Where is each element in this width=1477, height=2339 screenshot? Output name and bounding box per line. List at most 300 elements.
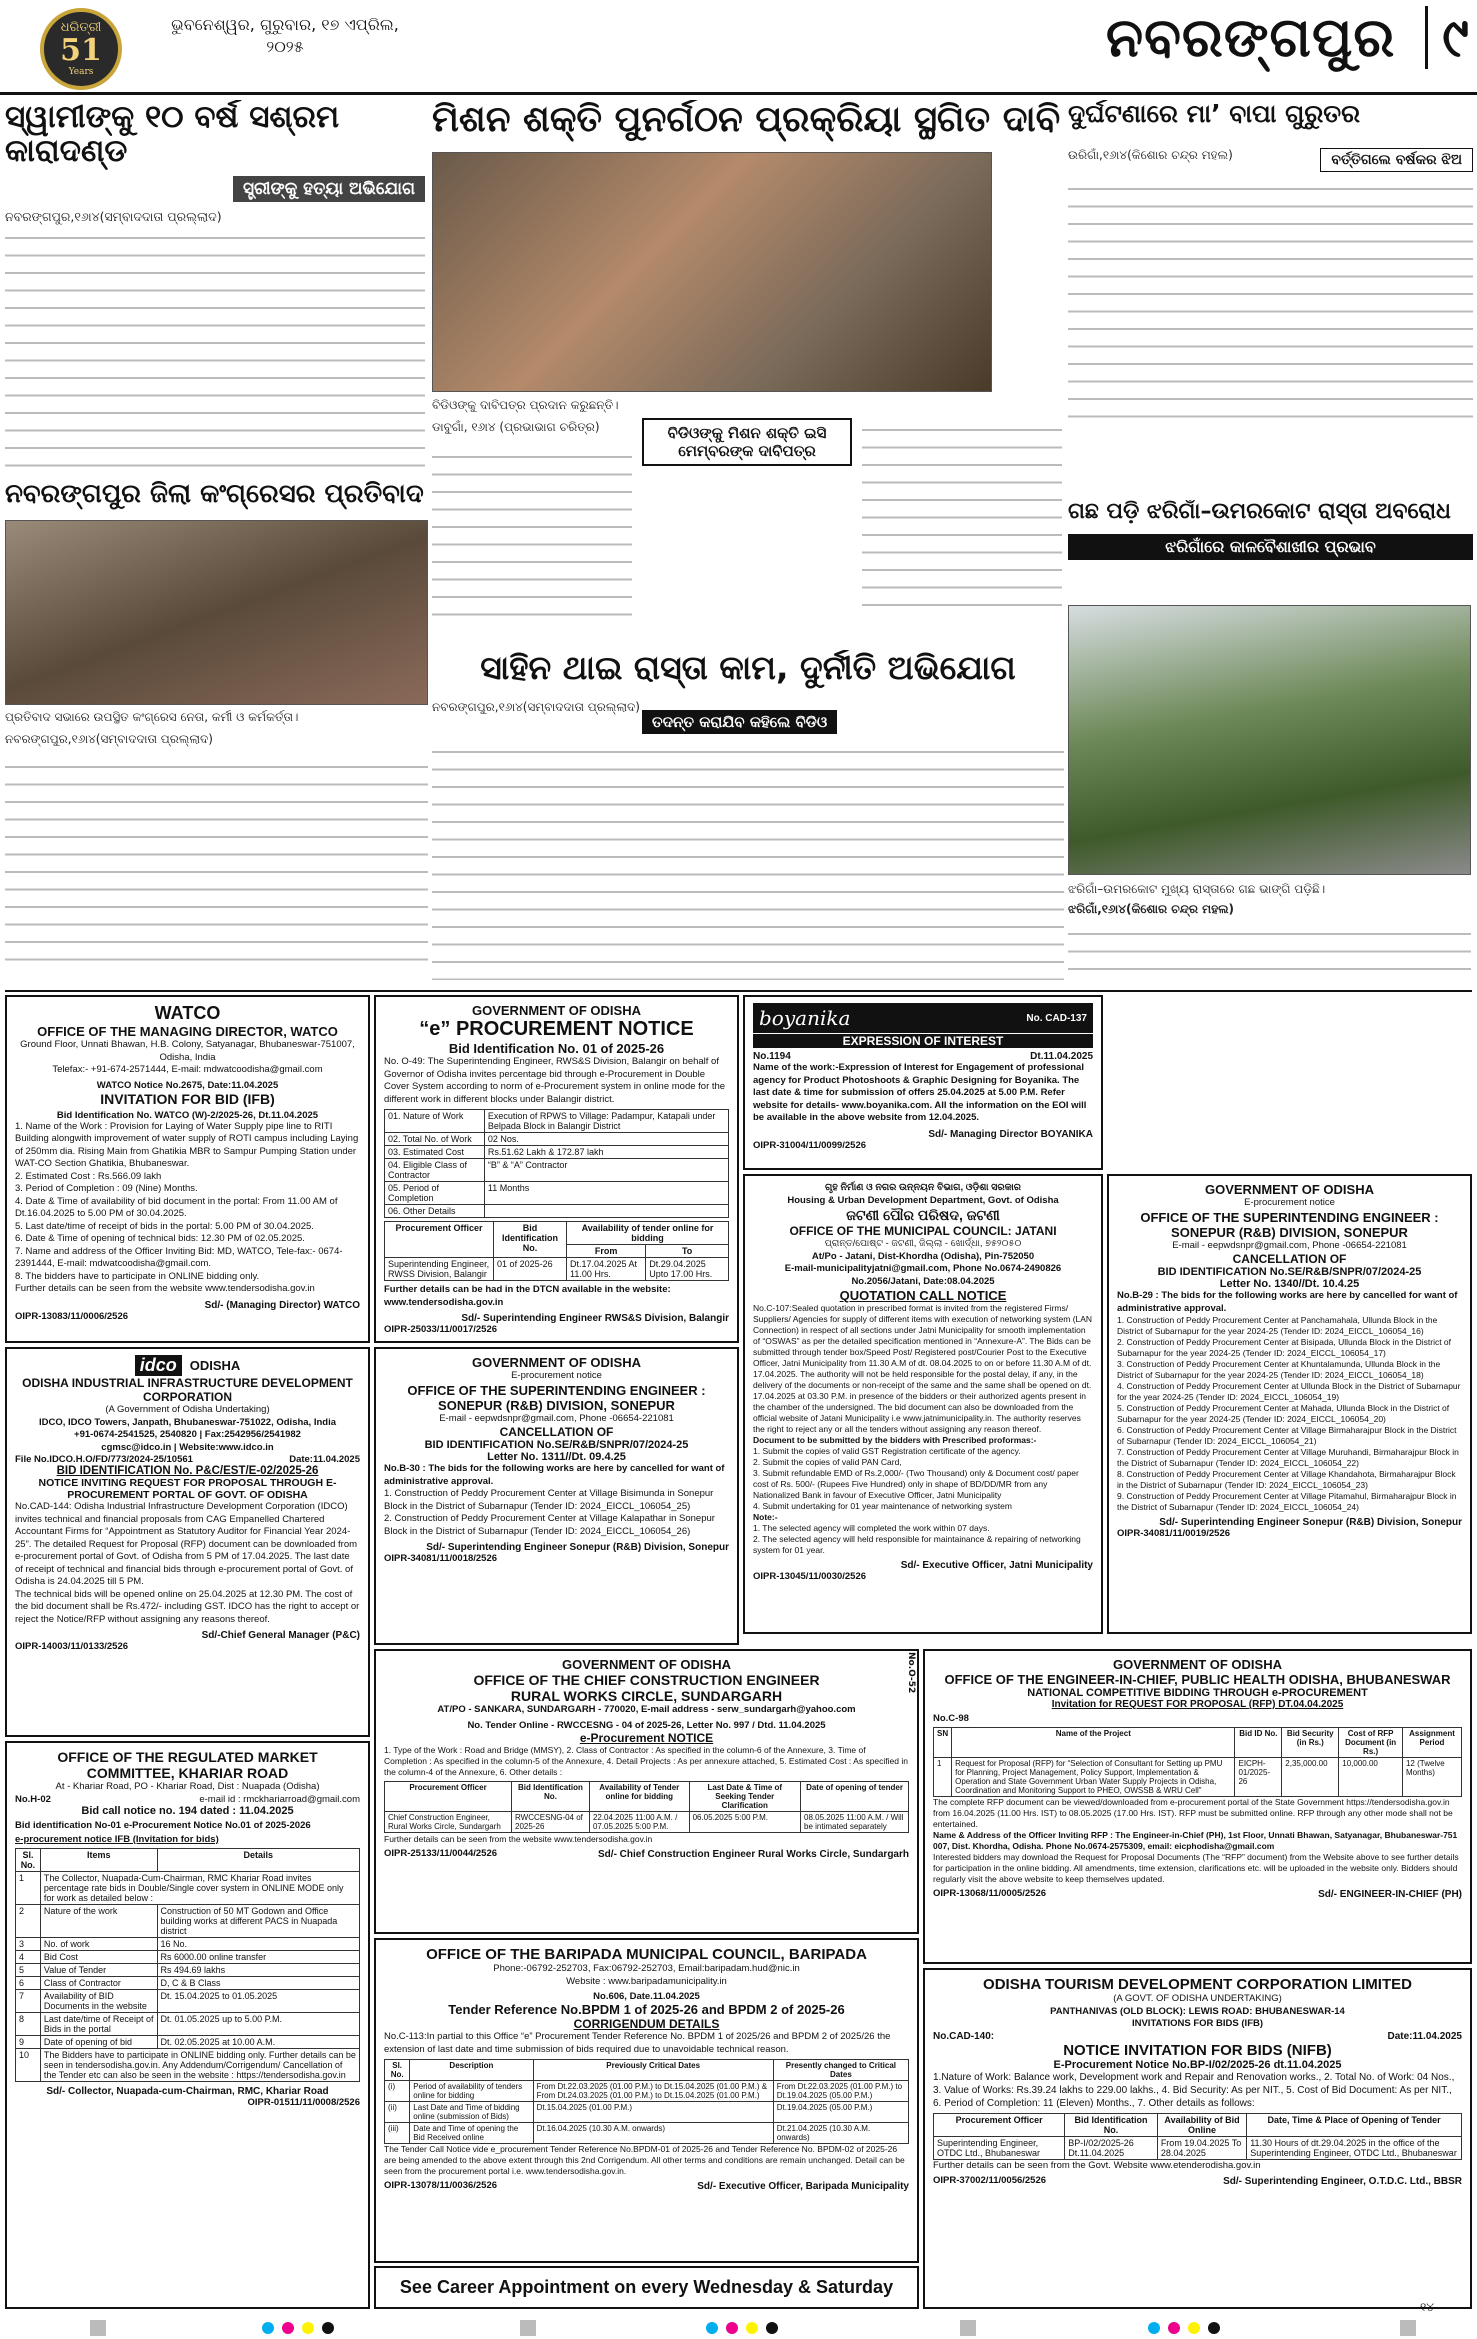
table-cell: Date and Time of opening the Bid Received online [410, 2123, 533, 2144]
table-cell: Dt.16.04.2025 (10.30 A.M. onwards) [533, 2123, 773, 2144]
ad-item: 7. Name and address of the Officer Inviting Bid: MD, WATCO, Tele-fax:- 0674-2391444, E-mail: mdwatcoodisha@gmail.com. [15, 1245, 343, 1269]
ad-address-odia: ପ୍ରାନ୍ତ/ପୋଷ୍ଟ - ଜଟଣୀ, ଜିଲ୍ଲା - ଖୋର୍ଦ୍ଧା, ୭୫୨୦୫୦ [824, 1238, 1022, 1249]
table-header-cell: Cost of RFP Document (in Rs.) [1339, 1728, 1403, 1758]
ad-org: ODISHA TOURISM DEVELOPMENT CORPORATION LIMITED [983, 1976, 1412, 1993]
story-body [432, 445, 632, 625]
table-cell: RWCCESNG-04 of 2025-26 [512, 1811, 590, 1832]
ad-signature: Sd/- (Managing Director) WATCO [204, 1299, 360, 1311]
ad-code: OIPR-01511/11/0008/2526 [247, 2096, 360, 2108]
ad-baripada [374, 1938, 919, 2263]
ad-sub: E-procurement notice [511, 1370, 602, 1381]
table-cell: Nature of the work [40, 1904, 157, 1937]
ad-ref-no: No.H-02 [15, 1793, 51, 1805]
ad-ref-no: No.CAD-140: [933, 2030, 995, 2042]
ad-bid-id: Bid Identification No. WATCO (W)-2/2025-26, Dt.11.04.2025 [56, 1109, 319, 1121]
kicker: ତଦନ୍ତ କରାଯିବ କହିଲେ ବିଡିଓ [642, 710, 837, 734]
table-cell: 06.05.2025 5:00 P.M. [689, 1811, 800, 1832]
ad-code: OIPR-34081/11/0019/2526 [1117, 1528, 1231, 1539]
ad-letter: Letter No. 1311//Dt. 09.4.25 [487, 1451, 626, 1463]
ad-code: OIPR-13068/11/0005/2526 [933, 1887, 1047, 1899]
ad-doc-item: 2. Submit the copies of valid PAN Card, [753, 1457, 902, 1467]
ad-bid-id: Bid Identification No. 01 of 2025-26 [448, 1041, 665, 1056]
byline: ଝରିଗାଁ,୧୬ା୪(କିଶୋର ଚନ୍ଦ୍ର ମହଲ) [1068, 902, 1235, 916]
ad-address: Ground Floor, Unnati Bhawan, H.B. Colony, Satyanagar, Bhubaneswar-751007, Odisha, India [20, 1039, 355, 1063]
table-cell: D, C & B Class [157, 1976, 359, 1989]
yellow-dot [746, 2322, 758, 2334]
ad-ref-no: No.606, Date.11.04.2025 [593, 1991, 700, 2002]
ad-schedule-table [384, 1781, 909, 1833]
ad-brand-2: ODISHA [189, 1358, 241, 1373]
ad-code: OIPR-25133/11/0044/2526 [384, 1847, 498, 1859]
ad-heading: EXPRESSION OF INTEREST [753, 1034, 1093, 1048]
black-dot [766, 2322, 778, 2334]
ad-code: OIPR-31004/11/0099/2526 [753, 1139, 867, 1151]
ad-bid-id: BID IDENTIFICATION No. P&C/EST/E-02/2025-26 [56, 1465, 319, 1477]
cyan-dot [262, 2322, 274, 2334]
table-cell: 6 [16, 1976, 41, 1989]
ad-body: No.CAD-144: Odisha Industrial Infrastructure Development Corporation (IDCO) invites technical and financial proposals from CAG Empanelled Chartered Accountant Firms for “Appointment as Statutory Auditor for Financial Year 2024-25”. The detailed Request for Proposal (RFP) document can be downloaded from e-procurement portal of Govt. of Odisha from 5 PM of 17.04.2025. The last date of receipt of technical and financial bids through e-procurement portal of Govt. of Odisha is 24.04.2025 till 5 PM. [15, 1501, 358, 1587]
table-cell: 01 of 2025-26 [494, 1258, 567, 1281]
ad-item: 2. Construction of Peddy Procurement Center at Village Kalapathar in Sonepur Block in the District of Subarnapur (Tender ID: 2024_EICCL_106054_26) [384, 1513, 715, 1537]
ad-date: Date:11.04.2025 [289, 1454, 360, 1465]
ad-ref-no: No. Tender Online - RWCCESNG - 04 of 2025-26, Letter No. 997 / Dtd. 11.04.2025 [467, 1719, 826, 1731]
table-cell: 02 Nos. [484, 1133, 728, 1146]
table-cell: 10,000.00 [1339, 1758, 1403, 1797]
ad-item: Further details can be seen from the website www.tendersodisha.gov.in [15, 1283, 315, 1294]
story-tree-fall [1068, 500, 1473, 985]
kicker: ଝରିଗାଁରେ କାଳବୈଶାଖୀର ପ୍ରଭାବ [1068, 534, 1473, 560]
table-header-cell: Bid Identification No. [494, 1222, 567, 1258]
registration-mark [90, 2320, 106, 2336]
table-header-cell: To [646, 1245, 729, 1258]
ad-doc-item: 3. Submit refundable EMD of Rs.2,000/- (Two Thousand) only & Document cost/ paper cost of Rs. 500/- (Rupees Five Hundred) only in shape of BD/DD/MR from any Nationalized Bank in favour of Executive Officer, Jatni Municipality [753, 1468, 1079, 1500]
page-header [0, 0, 1477, 95]
ad-signature: Sd/- Executive Officer, Baripada Municipality [697, 2181, 909, 2192]
table-header-cell: Sl. No. [16, 1848, 41, 1871]
table-cell: Rs.51.62 Lakh & 172.87 lakh [484, 1146, 728, 1159]
ad-code: OIPR-13083/11/0006/2526 [15, 1310, 129, 1322]
table-cell: Value of Tender [40, 1963, 157, 1976]
ad-org: OFFICE OF THE MANAGING DIRECTOR, WATCO [37, 1024, 338, 1039]
ad-code: OIPR-37002/11/0056/2526 [933, 2174, 1047, 2186]
photo-caption: ପ୍ରତିବାଦ ସଭାରେ ଉପସ୍ଥିତ କଂଗ୍ରେସ ନେତା, କର୍ମୀ ଓ କର୍ମକର୍ତ୍ତା। [5, 710, 299, 724]
table-cell: 06. Other Details [385, 1205, 485, 1218]
table-cell: Dt.29.04.2025 Upto 17.00 Hrs. [646, 1258, 729, 1281]
table-cell: (i) [385, 2081, 410, 2102]
table-cell: 5 [16, 1963, 41, 1976]
ad-heading: “e” PROCUREMENT NOTICE [419, 1018, 694, 1040]
ad-gov: GOVERNMENT OF ODISHA [1204, 1182, 1374, 1197]
ad-gov: GOVERNMENT OF ODISHA [561, 1657, 731, 1672]
ad-idco [5, 1347, 370, 1737]
table-header-cell: Procurement Officer [385, 1222, 494, 1258]
ad-signature: Sd/- Managing Director BOYANIKA [928, 1128, 1093, 1140]
table-cell: 12 (Twelve Months) [1402, 1758, 1461, 1797]
ad-email: cgmsc@idco.in | Website:www.idco.in [101, 1441, 274, 1453]
table-cell: Chief Construction Engineer, Rural Works Circle, Sundargarh [385, 1811, 512, 1832]
ad-bid-call: Bid call notice no. 194 dated : 11.04.2025 [81, 1804, 294, 1817]
table-cell: 05. Period of Completion [385, 1182, 485, 1205]
story-body-2 [862, 418, 1062, 618]
ad-bid-id: BID IDENTIFICATION No.SE/R&B/SNPR/07/2024-25 [424, 1439, 689, 1451]
table-cell: The Bidders have to participate in ONLINE bidding only. Further details can be seen in tendersodisha.gov.in. Any Addendum/Corrigendum/ Cancellation of the Tender etc can also be seen in the website : https://tendersodisha.gov.in [40, 2048, 359, 2081]
ad-signature: Sd/- ENGINEER-IN-CHIEF (PH) [1318, 1889, 1462, 1900]
ad-signature: Sd/- Chief Construction Engineer Rural Works Circle, Sundargarh [598, 1849, 909, 1860]
yellow-dot [1188, 2322, 1200, 2334]
table-header-cell: Last Date & Time of Seeking Tender Clarification [689, 1781, 800, 1811]
ad-body: The complete RFP document can be viewed/downloaded from e-procurement portal of the State Government https://tendersodisha.gov.in from 16.04.2025 (11.00 Hrs. IST) to 08.05.2025 (17.00 Hrs. IST). RFP must be submitted online. RFP through any other mode shall not be entertained. [933, 1797, 1453, 1829]
ad-rmc-khariar [5, 1741, 370, 2309]
ad-item: 6. Construction of Peddy Procurement Center at Village Birmaharajpur Block in the District of Subarnapur (Tender ID: 2024_EICCL_106054_21) [1117, 1425, 1457, 1446]
table-cell: Request for Proposal (RFP) for “Selection of Consultant for Setting up PMU for Planning, Project Management, Policy Support, Implementation & Operation and State Government Urban Water Supply Projects in Odisha, Coordination and Monitoring Support to PHEO, OWSSB & WRU Cell” [952, 1758, 1235, 1797]
story-body [432, 740, 1064, 980]
ad-item: 1. Construction of Peddy Procurement Center at Panchamahala, Ullunda Block in the District of Subarnapur for the year 2024-25 (Tender ID: 2024_EICCL_106054_16) [1117, 1315, 1438, 1336]
ad-boyanika [743, 995, 1103, 1170]
table-header-cell: SN [934, 1728, 952, 1758]
ad-title: WATCO [154, 1003, 221, 1023]
table-cell: 1 [16, 1871, 41, 1904]
table-header-cell: Description [410, 2060, 533, 2081]
ad-ref-no: No.1194 [753, 1051, 791, 1062]
ad-item: 6. Date & Time of opening of technical bids: 12.30 PM of 02.05.2025. [15, 1233, 305, 1244]
magenta-dot [1168, 2322, 1180, 2334]
table-cell: 4 [16, 1950, 41, 1963]
ad-ref-no: No.C-98 [933, 1713, 969, 1724]
ad-banner [753, 1003, 1093, 1033]
ad-address: PANTHANIVAS (OLD BLOCK): LEWIS ROAD: BHUBANESWAR-14 [1050, 2005, 1345, 2017]
ad-contact: E-mail - eepwdsnpr@gmail.com, Phone -06654-221081 [1172, 1239, 1407, 1251]
story-body [5, 226, 425, 480]
page-code: ୧୪ [1420, 2300, 1434, 2314]
ad-item: 2. Estimated Cost : Rs.566.09 lakh [15, 1170, 162, 1182]
headline: ମିଶନ ଶକ୍ତି ପୁନର୍ଗଠନ ପ୍ରକ୍ରିୟା ସ୍ଥଗିତ ଦାବି [432, 100, 1061, 140]
ad-signature: Sd/- Superintending Engineer RWS&S Division, Balangir [461, 1313, 729, 1324]
ad-item: 8. Construction of Peddy Procurement Center at Village Khandahota, Birmaharajpur Block in the District of Subarnapur (Tender ID: 2024_EICCL_106054_23) [1117, 1469, 1456, 1490]
ad-sub: (A GOVT. OF ODISHA UNDERTAKING) [1113, 1993, 1282, 2004]
ad-note-heading: Note:- [753, 1512, 778, 1522]
table-header-cell: Procurement Officer [934, 2113, 1065, 2136]
ad-dept: Housing & Urban Development Department, Govt. of Odisha [787, 1194, 1059, 1206]
table-cell: 03. Estimated Cost [385, 1146, 485, 1159]
registration-mark [960, 2320, 976, 2336]
ad-body: 1.Nature of Work: Balance work, Development work and Repair and Renovation works., 2. Total No. of Work: 04 Nos., 3. Value of Works: Rs.39.24 lakhs to 229.00 lakhs., 4. Bid Security: As per NIT., 5. Cost of Bid Document: As per NIT., 6. Period of Completion: 11 (Eleven) Months., 7. Other details as follows: [933, 2071, 1455, 2109]
ad-heading: INVITATION FOR BID (IFB) [100, 1090, 275, 1107]
table-cell: Period of availability of tenders online for bidding [410, 2081, 533, 2102]
table-cell: Dt. 15.04.2025 to 01.05.2025 [157, 1989, 359, 2012]
ad-org: OFFICE OF THE BARIPADA MUNICIPAL COUNCIL, BARIPADA [426, 1946, 867, 1963]
table-cell: Dt.21.04.2025 (10.30 A.M. onwards) [773, 2123, 908, 2144]
table-cell: 9 [16, 2035, 41, 2048]
ad-org: OFFICE OF THE REGULATED MARKET COMMITTEE, KHARIAR ROAD [57, 1749, 318, 1781]
ad-contact: E-mail-municipalityjatni@gmail.com, Phone No.0674-2490826 [784, 1263, 1062, 1274]
yellow-dot [302, 2322, 314, 2334]
ad-item: 1. Construction of Peddy Procurement Center at Village Bisimunda in Sonepur Block in the District of Subarnapur (Tender ID: 2024_EICCL_106054_25) [384, 1488, 714, 1512]
story-accident [1068, 100, 1473, 470]
ad-heading: e-Procurement NOTICE [579, 1730, 714, 1745]
table-cell: No. of work [40, 1937, 157, 1950]
ad-address: AT/PO - SANKARA, SUNDARGARH - 770020, E-mail address - serw_sundargarh@yahoo.com [437, 1704, 856, 1715]
table-cell: 08.05.2025 11:00 A.M. / Will be intimated separately [801, 1811, 909, 1832]
ad-file-no: File No.IDCO.H.O/FD/773/2024-25/10561 [15, 1454, 193, 1465]
ad-heading: Tender Reference No.BPDM 1 of 2025-26 and BPDM 2 of 2025-26 [448, 2002, 845, 2017]
ad-side-tag: No.O-52 [906, 1652, 916, 1694]
byline: ଉରିଗାଁ,୧୬ା୪(କିଶୋର ଚନ୍ଦ୍ର ମହଲ) [1068, 147, 1233, 162]
ad-note: 1. The selected agency will completed the work within 07 days. [753, 1523, 990, 1533]
headline: ନବରଙ୍ଗପୁର ଜିଲା କଂଗ୍ରେସର ପ୍ରତିବାଦ [5, 480, 424, 509]
table-header-cell: Date of opening of tender [801, 1781, 909, 1811]
ad-contact: +91-0674-2541525, 2540820 | Fax:2542956/2541982 [74, 1429, 301, 1440]
table-cell: Last Date and Time of bidding online (submission of Bids) [410, 2102, 533, 2123]
table-cell: Execution of RPWS to Village: Padampur, Katapali under Belpada Block in Balangir District [484, 1110, 728, 1133]
table-header-cell: Availability of tender online for bidding [566, 1222, 728, 1245]
ad-intro: No.B-30 : The bids for the following works are here by cancelled for want of administrative approval. [384, 1463, 725, 1487]
ad-body: Name of the work:-Expression of Interest for Engagement of professional agency for Product Photoshoots & Graphic Designing for Boyanika. The last date & time for submission of offers 25.04.2025 at 5.00 P.M. Refer website for details- www.boyanika.com. All the information on the EOI will be available in the above website from 12.04.2025. [753, 1062, 1087, 1123]
ad-letter: Letter No. 1340//Dt. 10.4.25 [1219, 1278, 1360, 1290]
story-body [5, 755, 428, 975]
ad-project-table [933, 1727, 1462, 1797]
table-header-cell: Assignment Period [1402, 1728, 1461, 1758]
news-photo [432, 152, 992, 392]
black-dot [1208, 2322, 1220, 2334]
kicker: ବର୍ତ୍ତିଗଲେ ବର୍ଷକର ଝିଅ [1320, 148, 1473, 172]
ad-heading: e-procurement notice IFB (Invitation for bids) [15, 1833, 219, 1845]
table-cell: Availability of BID Documents in the website [40, 1989, 157, 2012]
table-cell: 2,35,000.00 [1282, 1758, 1339, 1797]
table-cell: Date of opening of bid [40, 2035, 157, 2048]
ad-item: 5. Construction of Peddy Procurement Center at Mahada, Ullunda Block in the District of Subarnapur for the year 2024-25 (Tender ID: 2024_EICCL_106054_20) [1117, 1403, 1450, 1424]
ad-details-table [384, 1109, 729, 1218]
table-cell: 8 [16, 2012, 41, 2035]
dateline: ଭୁବନେଶ୍ୱର, ଗୁରୁବାର, ୧୭ ଏପ୍ରିଲ, ୨୦୨୫ [171, 15, 399, 56]
ad-org: OFFICE OF THE SUPERINTENDING ENGINEER : SONEPUR (R&B) DIVISION, SONEPUR [1140, 1209, 1439, 1240]
ad-schedule-table [933, 2113, 1462, 2160]
logo-label: ଧରିତ୍ରୀ [60, 20, 102, 35]
story-congress-protest [5, 480, 430, 985]
ad-body: No.C-113:In partial to this Office “e” Procurement Tender Reference No. BPDM 1 of 2025/26 and BPDM 2 of 2025/26 the extension of last date and time submission of bids required due to unavoidable technical reason. [384, 2031, 891, 2055]
table-header-cell: Bid ID No. [1235, 1728, 1282, 1758]
ad-code: OIPR-13045/11/0030/2526 [753, 1571, 867, 1582]
ad-tag: No. CAD-137 [1026, 1012, 1087, 1024]
ad-footer: Further details can be had in the DTCN available in the website: www.tendersodisha.gov.in [384, 1284, 671, 1308]
table-cell: “B” & “A” Contractor [484, 1159, 728, 1182]
table-cell: Rs 494.69 lakhs [157, 1963, 359, 1976]
ad-contact: Phone:-06792-252703, Fax:06792-252703, Email:baripadam.hud@nic.in [493, 1963, 800, 1974]
ad-address: Name & Address of the Officer Inviting RFP : The Engineer-in-Chief (PH), 1st Floor, Unnati Bhawan, Satyanagar, Bhubaneswar-751 007, Dist. Khordha, Odisha. Phone No.0674-2575309, email: eicphodisha@gmail.com [933, 1830, 1458, 1851]
ad-signature: Sd/-Chief General Manager (P&C) [201, 1630, 360, 1641]
table-cell: 3 [16, 1937, 41, 1950]
table-cell: Bid Cost [40, 1950, 157, 1963]
table-header-cell: Bid Identification No. [512, 1781, 590, 1811]
ad-address: IDCO, IDCO Towers, Janpath, Bhubaneswar-751022, Odisha, India [38, 1416, 337, 1428]
ad-item: 4. Date & Time of availability of bid document in the portal: From 11.00 AM of Dt.16.04.2025 to 5.00 PM of 30.04.2025. [15, 1195, 338, 1219]
ad-code: OIPR-34081/11/0018/2526 [384, 1553, 498, 1564]
ad-body-2: The technical bids will be opened online on 25.04.2025 at 12.30 PM. The cost of the bid document shall be Rs.472/- including GST. IDCO has the right to accept or reject the Notice/RFP without assigning any reasons thereof. [15, 1588, 360, 1625]
ad-body: No.C-107:Sealed quotation in prescribed format is invited from the registered Firms/ Suppliers/ Agencies for supply of different items with execution of networking system (LAN Connection) in respect of all sections under Jatni Municipality for smooth implementation of “OSWAS” as per the detailed specification mentioned in “Annexure-A”. The Bids can be submitted through tender box/Speed Post/ Registered post/Courier Post to the Executive Officer, Jatni Municipality from 11.30 A.M of dt. 08.04.2025 to on or before 11.30 A.M of dt. 17.04.2025. The authority will not be held responsible for the postal delay, if any, in the delivery of the documents or non-receipt of the same and the same shall be opened on dt. 17.04.2025 at 03.30 P.M. in presence of the bidders or their authorized agents present in the chamber of the undersigned. The bid document can also be downloaded from the official website of Jatani Municipality i.e www.jatnimunicipality.in. The authority reserves the right to reject any or all the tenders without assigning any reason thereof. [753, 1303, 1093, 1434]
ad-sonepur-cancellation-1 [1107, 1174, 1472, 1634]
table-cell: Last date/time of Receipt of Bids in the portal [40, 2012, 157, 2035]
ad-balangir [374, 995, 739, 1343]
ad-date: Date:11.04.2025 [1387, 2030, 1462, 2042]
table-header-cell: Bid Identification No. [1065, 2113, 1158, 2136]
ad-inv: INVITATIONS FOR BIDS (IFB) [1131, 2018, 1264, 2029]
table-cell: Dt.15.04.2025 (01.00 P.M.) [533, 2102, 773, 2123]
story-mission-shakti [432, 100, 1064, 640]
table-header-cell: From [566, 1245, 645, 1258]
byline: ନବରଙ୍ଗପୁର,୧୬ା୪(ସମ୍ବାଦଦାତା ପ୍ରଲ୍ଲାଦ) [5, 732, 213, 746]
ad-org-2: RURAL WORKS CIRCLE, SUNDARGARH [510, 1688, 783, 1704]
ad-bid-id: BID IDENTIFICATION No.SE/R&B/SNPR/07/2024-25 [1157, 1266, 1422, 1278]
table-cell: 10 [16, 2048, 41, 2081]
masthead [1080, 6, 1470, 70]
kicker: ବିଡିଓଙ୍କୁ ମିଶନ ଶକ୍ତି ଇସି ମେମ୍ବରଙ୍କ ଦାବିପତ୍ର [642, 418, 852, 466]
story-body [1068, 177, 1473, 427]
ad-item: 1. Name of the Work : Provision for Laying of Water Supply pipe line to RITI Building alongwith improvement of water supply of ROTI campus including Laying of 250mm dia. Rising Main from Ghatikia MBR to Sampur Pumping Station under WAT-CO Section Ghatikia, Bhubaneswar. [15, 1120, 359, 1169]
ad-heading: NATIONAL COMPETITIVE BIDDING THROUGH e-PROCUREMENT [1027, 1687, 1368, 1699]
story-road-corruption [432, 650, 1064, 990]
ad-dept-odia: ଗୃହ ନିର୍ମାଣ ଓ ନଗର ଉନ୍ନୟନ ବିଭାଗ, ଓଡ଼ିଶା ସରକାର [825, 1182, 1021, 1193]
masthead-title: ନବରଙ୍ଗପୁର [1105, 6, 1396, 69]
ad-docs-heading: Document to be submitted by the bidders with Prescribed proformas:- [753, 1435, 1037, 1445]
ad-item: 8. The bidders have to participate in ONLINE bidding only. [15, 1270, 260, 1282]
page-number: ୯ [1425, 6, 1470, 69]
ad-jatani [743, 1174, 1103, 1634]
ad-signature: Sd/- Executive Officer, Jatni Municipality [900, 1560, 1093, 1571]
photo-caption: ଝରିଗାଁ–ଉମରକୋଟ ମୁଖ୍ୟ ରାସ୍ତାରେ ଗଛ ଭାଙ୍ଗି ପଡ଼ିଛି। [1068, 882, 1326, 896]
ad-doc-item: 1. Submit the copies of valid GST Registration certificate of the agency. [753, 1446, 1021, 1456]
ad-intro: No. O-49: The Superintending Engineer, RWS&S Division, Balangir on behalf of Governor of Odisha invites percentage bid through e-Procurement in Double Cover System according to norm of e-Procurement system in online mode for the different work in different blocks under Balangir district. [384, 1056, 726, 1105]
table-cell: EICPH-01/2025-26 [1235, 1758, 1282, 1797]
table-header-cell: Name of the Project [952, 1728, 1235, 1758]
headline: ଗଛ ପଡ଼ି ଝରିଗାଁ–ଉମରକୋଟ ରାସ୍ତା ଅବରୋଧ [1068, 500, 1451, 524]
ad-item: 3. Construction of Peddy Procurement Center at Khuntalamunda, Ullunda Block in the District of Subarnapur for the year 2024-25 (Tender ID: 2024_EICCL_106054_18) [1117, 1359, 1441, 1380]
table-cell: The Collector, Nuapada-Cum-Chairman, RMC Khariar Road invites percentage rate bids in Double/Single cover system in ONLINE MODE only for work as detailed below : [40, 1871, 359, 1904]
ad-gov: GOVERNMENT OF ODISHA [471, 1003, 641, 1018]
table-cell: Rs 6000.00 online transfer [157, 1950, 359, 1963]
table-cell: 22.04.2025 11:00 A.M. / 07.05.2025 5:00 P.M. [589, 1811, 689, 1832]
table-header-cell: Presently changed to Critical Dates [773, 2060, 908, 2081]
ad-intro: No.B-29 : The bids for the following works are here by cancelled for want of administrative approval. [1117, 1290, 1458, 1314]
ad-item: 9. Construction of Peddy Procurement Center at Village Pitamahul, Birmaharajpur Block in the District of Subarnapur (Tender ID: 2024_EICCL_106054_24) [1117, 1491, 1457, 1512]
table-cell: (iii) [385, 2123, 410, 2144]
ad-subheading: Invitation for REQUEST FOR PROPOSAL (RFP) DT.04.04.2025 [1051, 1699, 1344, 1710]
ad-watco [5, 995, 370, 1343]
ad-sonepur-cancellation-2 [374, 1347, 739, 1645]
ad-code: OIPR-13078/11/0036/2526 [384, 2179, 498, 2191]
magenta-dot [726, 2322, 738, 2334]
table-header-cell: Sl. No. [385, 2060, 410, 2081]
table-cell: 2 [16, 1904, 41, 1937]
table-cell: Construction of 50 MT Godown and Office building works at different PACS in Nuapada district [157, 1904, 359, 1937]
ad-heading: NOTICE INVITING REQUEST FOR PROPOSAL THROUGH E-PROCUREMENT PORTAL OF GOVT. OF ODISHA [38, 1477, 337, 1501]
ad-contact: E-mail - eepwdsnpr@gmail.com, Phone -06654-221081 [439, 1412, 674, 1424]
ad-rural-works [374, 1649, 919, 1934]
ad-ref-date: Dt.11.04.2025 [1030, 1051, 1093, 1062]
ad-heading: CANCELLATION OF [1232, 1252, 1347, 1266]
ad-org: ODISHA INDUSTRIAL INFRASTRUCTURE DEVELOPMENT CORPORATION [22, 1376, 353, 1404]
table-header-cell: Availability of Tender online for bidding [589, 1781, 689, 1811]
table-cell: From Dt.22.03.2025 (01.00 P.M.) to Dt.15.04.2025 (01.00 P.M.) & From Dt.24.03.2025 (01.00 P.M.) to Dt.15.04.2025 (01.00 P.M.) [533, 2081, 773, 2102]
ad-gov: GOVERNMENT OF ODISHA [471, 1355, 641, 1370]
ad-website: Website : www.baripadamunicipality.in [566, 1975, 727, 1987]
ad-signature: Sd/- Superintending Engineer, O.T.D.C. Ltd., BBSR [1223, 2176, 1462, 2187]
ad-code: OIPR-25033/11/0017/2526 [384, 1324, 498, 1335]
ad-sub: E-procurement notice [1244, 1197, 1335, 1208]
ad-item: 5. Last date/time of receipt of bids in the portal: 5.00 PM of 30.04.2025. [15, 1220, 314, 1232]
ad-sub: (A Government of Odisha Undertaking) [105, 1404, 270, 1415]
ad-body-2: Interested bidders may download the Request for Proposal Documents (The “RFP” document) from the Website above to see further details for participation in the online bidding. All amendments, time extension, clarifications etc. will be uploaded in the website only. Bidders should regularly visit the above website to keep themselves updated. [933, 1852, 1459, 1884]
table-cell: From 19.04.2025 To 28.04.2025 [1157, 2136, 1246, 2159]
table-cell: 11.30 Hours of dt.29.04.2025 in the office of the Superintending Engineer, OTDC Ltd., Bhubaneswar [1247, 2136, 1462, 2159]
cyan-dot [1148, 2322, 1160, 2334]
byline: ଡାବୁଗାଁ, ୧୬ା୪ (ପ୍ରଭାଭାଗ ଚରିତ୍ର) [432, 420, 600, 434]
magenta-dot [282, 2322, 294, 2334]
table-header-cell: Bid Security (in Rs.) [1282, 1728, 1339, 1758]
table-cell: 01. Nature of Work [385, 1110, 485, 1133]
ad-address: At/Po - Jatani, Dist-Khordha (Odisha), Pin-752050 [811, 1250, 1035, 1262]
ad-item: 4. Construction of Peddy Procurement Center at Ullunda Block in the District of Subarnapur for the year 2024-25 (Tender ID: 2024_EICCL_106054_19) [1117, 1381, 1461, 1402]
table-cell: From Dt.22.03.2025 (01.00 P.M.) to Dt.19.04.2025 (05.00 P.M.) [773, 2081, 908, 2102]
table-cell: Superintending Engineer, RWSS Division, Balangir [385, 1258, 494, 1281]
ad-footer: The Tender Call Notice vide e_procurement Tender Reference No.BPDM-01 of 2025-26 and Tender Reference No. BPDM-02 of 2025-26 are being amended to the above extent through this 2nd Corrigendum. All other terms and conditions are remain unchanged. Detail can be seen from the procurement portal i.e. www.tendersodisha.gov.in. [384, 2144, 905, 2176]
ad-notice-no: WATCO Notice No.2675, Date:11.04.2025 [96, 1079, 279, 1091]
ad-org: OFFICE OF THE CHIEF CONSTRUCTION ENGINEER [473, 1672, 820, 1688]
divider [5, 990, 1472, 992]
ad-body: 1. Type of the Work : Road and Bridge (MMSY), 2. Class of Contractor : As specified in the column-6 of the Annexure, 3. Time of Completion : As specified in the column-5 of the Annexure, 4. Detail Projects : As per annexure attached, 5. Estimated Cost : As specified in the column-4 of the Annexure, 6. Other details : [384, 1744, 908, 1777]
headline: ସ୍ୱାମୀଙ୍କୁ ୧୦ ବର୍ଷ ସଶ୍ରମ କାରାଦଣ୍ଡ [5, 100, 340, 170]
ad-subheading: E-Procurement Notice No.BP-I/02/2025-26 dt.11.04.2025 [1053, 2058, 1342, 2071]
table-header-cell: Availability of Bid Online [1157, 2113, 1246, 2136]
ad-brand: boyanika [759, 1006, 851, 1030]
table-cell: Dt. 01.05.2025 up to 5.00 P.M. [157, 2012, 359, 2035]
anniversary-logo [40, 8, 122, 90]
ad-ref-no: No.2056/Jatani, Date:08.04.2025 [851, 1275, 995, 1287]
logo-number: 51 [60, 33, 102, 68]
table-header-cell: Items [40, 1848, 157, 1871]
byline: ନବରଙ୍ଗପୁର,୧୬ା୪(ସମ୍ବାଦଦାତା ପ୍ରଲ୍ଲାଦ) [5, 209, 222, 225]
table-cell: 16 No. [157, 1937, 359, 1950]
ad-org: OFFICE OF THE SUPERINTENDING ENGINEER : SONEPUR (R&B) DIVISION, SONEPUR [407, 1382, 706, 1413]
headline: ସାହିନ ଥାଇ ରାସ୍ତା କାମ, ଦୁର୍ନୀତି ଅଭିଯୋଗ [480, 650, 1016, 687]
ad-item: 3. Period of Completion : 09 (Nine) Months. [15, 1183, 198, 1194]
black-dot [322, 2322, 334, 2334]
story-body [1068, 922, 1471, 982]
table-header-cell: Date, Time & Place of Opening of Tender [1247, 2113, 1462, 2136]
cyan-dot [706, 2322, 718, 2334]
ad-address: At - Khariar Road, PO - Khariar Road, Dist : Nuapada (Odisha) [55, 1781, 320, 1792]
table-cell [484, 1205, 728, 1218]
byline: ନବରଙ୍ଗପୁର,୧୬ା୪(ସମ୍ବାଦଦାତା ପ୍ରଲ୍ଲାଦ) [432, 700, 640, 715]
ad-heading: NOTICE INVITATION FOR BIDS (NIFB) [1063, 2041, 1332, 2059]
table-cell: (ii) [385, 2102, 410, 2123]
headline: ଦୁର୍ଘଟଣାରେ ମା’ ବାପା ଗୁରୁତର [1068, 100, 1361, 128]
ad-code: OIPR-14003/11/0133/2526 [15, 1641, 129, 1652]
ad-details-table [15, 1848, 360, 2082]
photo-caption: ବିଡିଓଙ୍କୁ ଦାବିପତ୍ର ପ୍ରଦାନ କରୁଛନ୍ତି। [432, 398, 619, 412]
ad-subheading: CORRIGENDUM DETAILS [573, 2017, 720, 2031]
ad-brand: idco [135, 1355, 182, 1376]
ad-footer: Further details can be seen from the Govt. Website www.etenderodisha.gov.in [933, 2159, 1261, 2171]
ad-bid-id: Bid identification No-01 e-Procurement Notice No.01 of 2025-2026 [15, 1819, 311, 1831]
table-cell: 7 [16, 1989, 41, 2012]
logo-sub: Years [68, 67, 94, 77]
ad-signature: Sd/- Collector, Nuapada-cum-Chairman, RMC, Khariar Road [46, 2085, 329, 2097]
ad-public-health [923, 1649, 1472, 1964]
ad-org: OFFICE OF THE ENGINEER-IN-CHIEF, PUBLIC HEALTH ODISHA, BHUBANESWAR [944, 1672, 1451, 1687]
ad-otdc [923, 1968, 1472, 2309]
table-cell: 11 Months [484, 1182, 728, 1205]
ad-contact: Telefax:- +91-674-2571444, E-mail: mdwatcoodisha@gmail.com [52, 1064, 323, 1075]
table-cell: Dt.17.04.2025 At 11.00 Hrs. [566, 1258, 645, 1281]
